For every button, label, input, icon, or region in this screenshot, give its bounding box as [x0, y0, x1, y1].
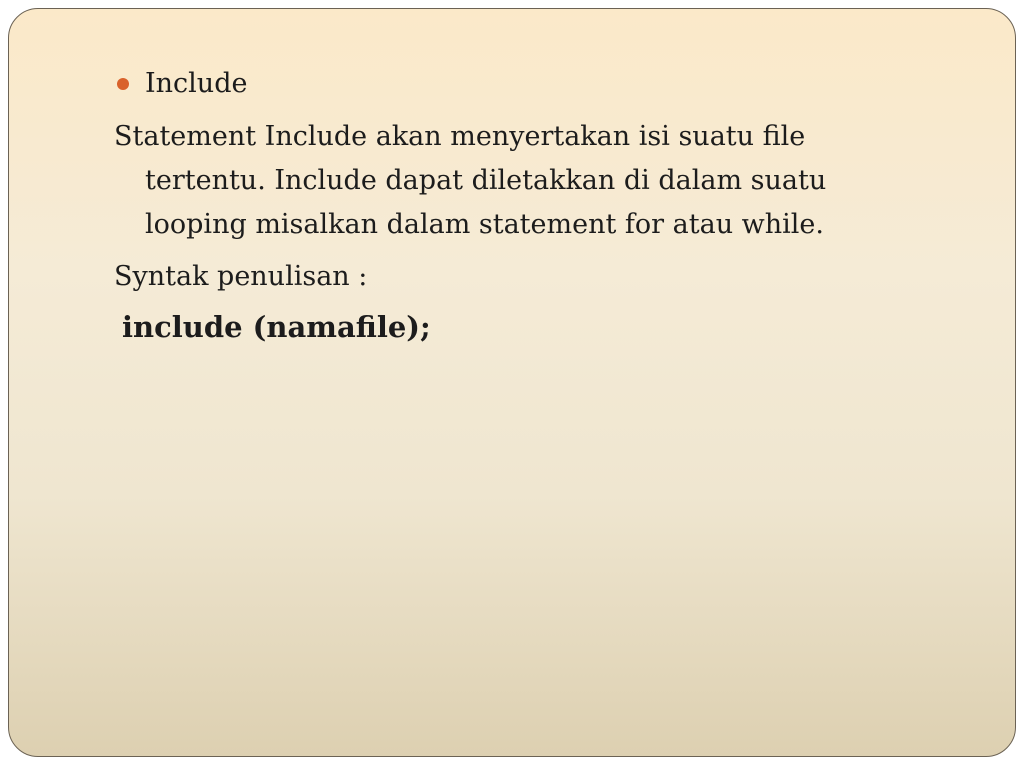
description-paragraph: Statement Include akan menyertakan isi suatu file tertentu. Include dapat diletakkan di dalam suatu looping misalkan dalam statement for atau while.: [114, 121, 827, 240]
slide-content: [114, 67, 934, 347]
bullet-item: [114, 67, 934, 101]
syntax-code: include (namafile);: [122, 310, 431, 344]
syntax-label: Syntak penulisan :: [114, 261, 368, 292]
slide: [8, 8, 1016, 757]
bullet-label: Include: [145, 68, 248, 99]
bullet-dot-icon: [117, 78, 129, 90]
